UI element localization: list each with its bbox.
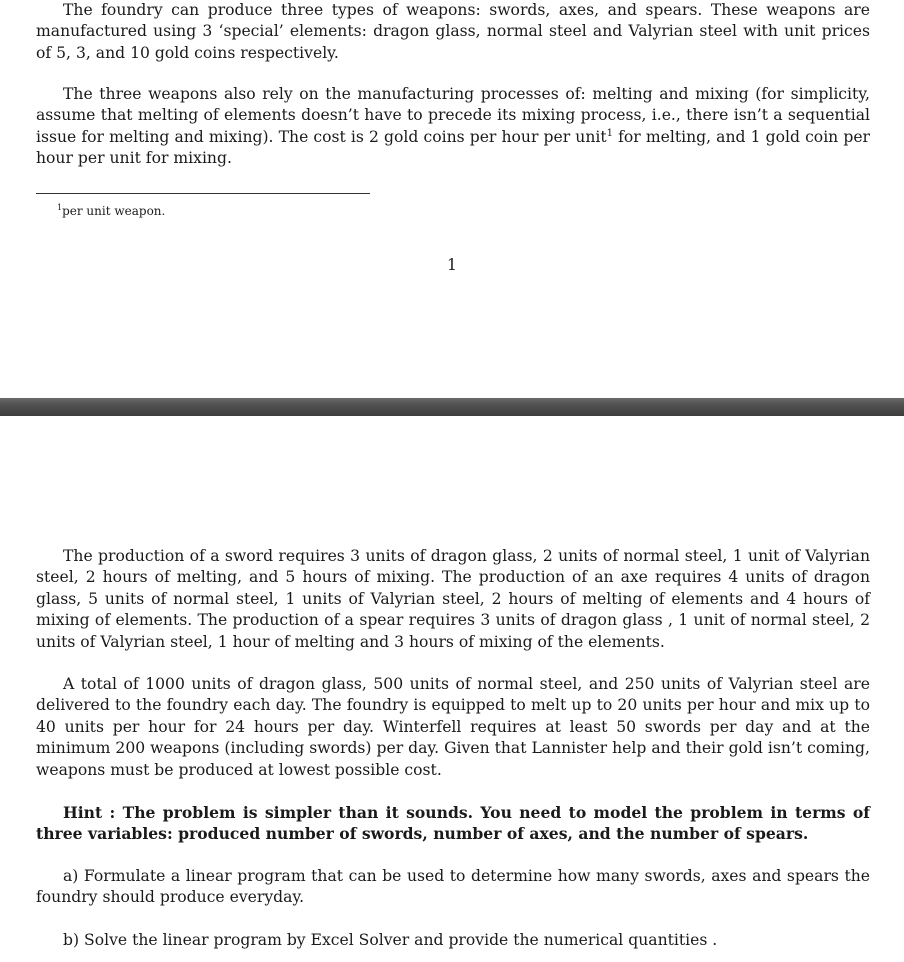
footnote-reference: 1 — [606, 127, 614, 139]
question-b: b) Solve the linear program by Excel Solver and provide the numerical quantities . — [63, 931, 718, 949]
page-separator — [0, 398, 904, 416]
paragraph-manufacturing-processes — [36, 84, 870, 170]
hint-paragraph: Hint : The problem is simpler than it sounds. You need to model the problem in terms of three variables: produced number of swords, number of axes, and the number of spears. — [36, 803, 870, 844]
document-page-2 — [0, 416, 904, 962]
footnote-rule — [36, 193, 370, 194]
footnote — [57, 200, 165, 219]
footnote-mark: 1 — [57, 203, 63, 212]
paragraph-production-requirements: The production of a sword requires 3 units of dragon glass, 2 units of normal steel, 1 unit of Valyrian steel, 2 hours of melting, and 5 hours of mixing. The production of an axe requires 4 units of dragon glass, 5 units of normal steel, 1 units of Valyrian steel, 2 hours of melting of elements and 4 hours of mixing of elements. The production of a spear requires 3 units of dragon glass , 1 unit of normal steel, 2 units of Valyrian steel, 1 hour of melting and 3 hours of mixing of the elements. — [36, 547, 870, 651]
question-a: a) Formulate a linear program that can be used to determine how many swords, axes and spears the foundry should produce everyday. — [36, 867, 870, 907]
processes-text-cont: for melting, and 1 gold coin per hour per unit for mixing. — [36, 127, 870, 168]
footnote-text: per unit weapon. — [62, 204, 166, 218]
paragraph-daily-supply: A total of 1000 units of dragon glass, 500 units of normal steel, and 250 units of Valyrian steel are delivered to the foundry each day. The foundry is equipped to melt up to 20 units per hour and mix up to 40 units per hour for 24 hours per day. Winterfell requires at least 50 swords per day and at the minimum 200 weapons (including swords) per day. Given that Lannister help and their gold isn’t coming, weapons must be produced at lowest possible cost. — [36, 675, 870, 779]
paragraph-weapon-types: The foundry can produce three types of weapons: swords, axes, and spears. These weapons are manufactured using 3 ‘special’ elements: dragon glass, normal steel and Valyrian steel with unit prices of 5, 3, and 10 gold coins respectively. — [36, 1, 870, 62]
document-page-1 — [0, 0, 904, 398]
page-number: 1 — [447, 256, 457, 274]
processes-text: The three weapons also rely on the manufacturing processes of: melting and mixing (for simplicity, assume that melting of elements doesn’t have to precede its mixing process, i.e., there isn’t a sequential issue for melting and mixing). The cost is 2 gold coins per hour per unit — [36, 85, 870, 146]
